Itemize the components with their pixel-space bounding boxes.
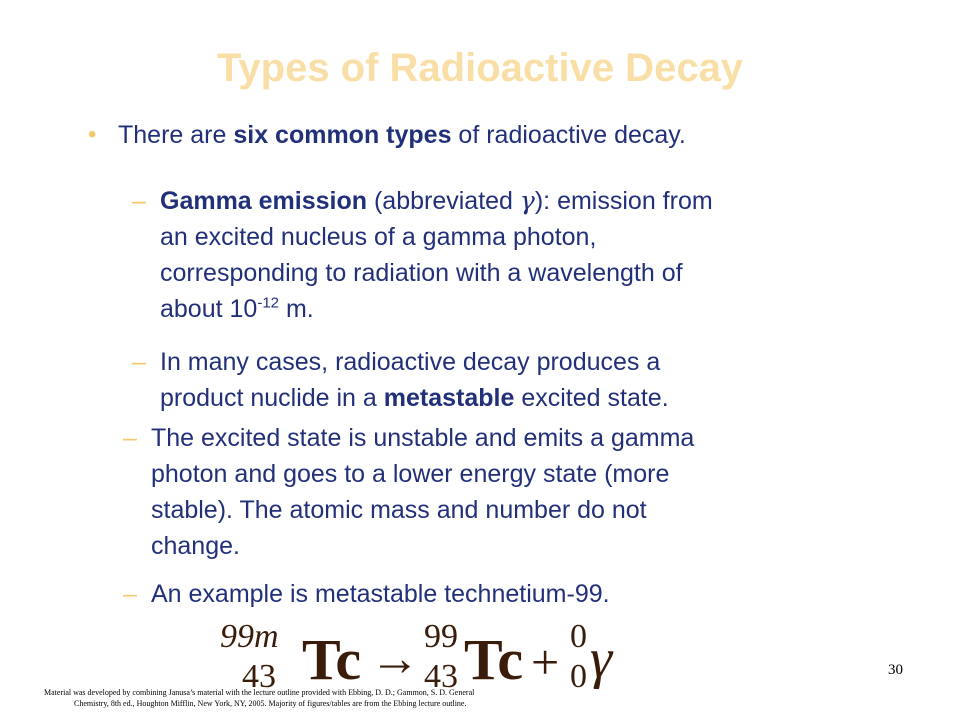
attribution-footer [44,687,664,709]
sub-bullet-text: An example is metastable technetium-99. [151,580,610,608]
line: photon and goes to a lower energy state (more [151,460,670,488]
line: The excited state is unstable and emits a gamma [151,424,695,452]
reaction-arrow: → [370,630,420,686]
exponent: -12 [257,294,280,312]
line: an excited nucleus of a gamma photon, [160,223,597,251]
slide-title: Types of Radioactive Decay [216,46,744,90]
bullet-post: of radioactive decay. [451,121,686,149]
reactant-element-symbol: Tc [302,627,362,689]
sub-bullet-dash: – [132,187,146,215]
sub-bullet-text [151,420,694,564]
text-span: m. [279,295,314,323]
sub-bullet-text [160,183,713,327]
gamma-symbol: γ [590,628,613,689]
sub-bullet-text [160,344,669,416]
line: stable). The atomic mass and number do not [151,496,647,524]
line: corresponding to radiation with a wavelength of [160,259,683,287]
main-bullet-text [118,118,686,152]
sub-bullet-dash: – [132,348,146,376]
line: change. [151,532,240,560]
gamma-mass-number: 0 [570,618,587,655]
bold-term: Gamma emission [160,187,368,215]
line: In many cases, radioactive decay produces a [160,348,661,376]
line [160,291,713,327]
bullet-marker: • [88,121,97,148]
text-span: (abbreviated [367,187,520,215]
bullet-bold: six common types [233,121,452,149]
sub-bullet-dash: – [123,424,137,452]
text-span: about 10 [160,295,258,323]
nuclear-equation [220,617,640,689]
reactant-atomic-number: 43 [242,658,276,689]
gamma-symbol: γ [519,186,535,215]
plus-sign: + [531,634,560,689]
sub-bullet-dash: – [123,580,137,608]
text-span: product nuclide in a [160,384,384,412]
product-element-symbol: Tc [464,627,524,689]
line [160,183,713,219]
product-mass-number: 99 [424,618,458,655]
text-span: ): emission from [534,187,713,215]
gamma-atomic-number: 0 [570,658,587,689]
footer-line: Chemistry, 8th ed., Houghton Mifflin, New York, NY, 2005. Majority of figures/tables are from the Ebbing lecture outline. [74,699,467,708]
text-span: excited state. [514,384,669,412]
page-number: 30 [888,662,903,678]
line [160,380,669,416]
bullet-pre: There are [118,121,234,149]
bold-term: metastable [383,384,515,412]
reactant-mass-number: 99m [220,618,279,655]
product-atomic-number: 43 [424,658,458,689]
footer-line: Material was developed by combining Janusa’s material with the lecture outline provided with Ebbing, D. D.; Gammon, S. D. General [44,688,475,697]
